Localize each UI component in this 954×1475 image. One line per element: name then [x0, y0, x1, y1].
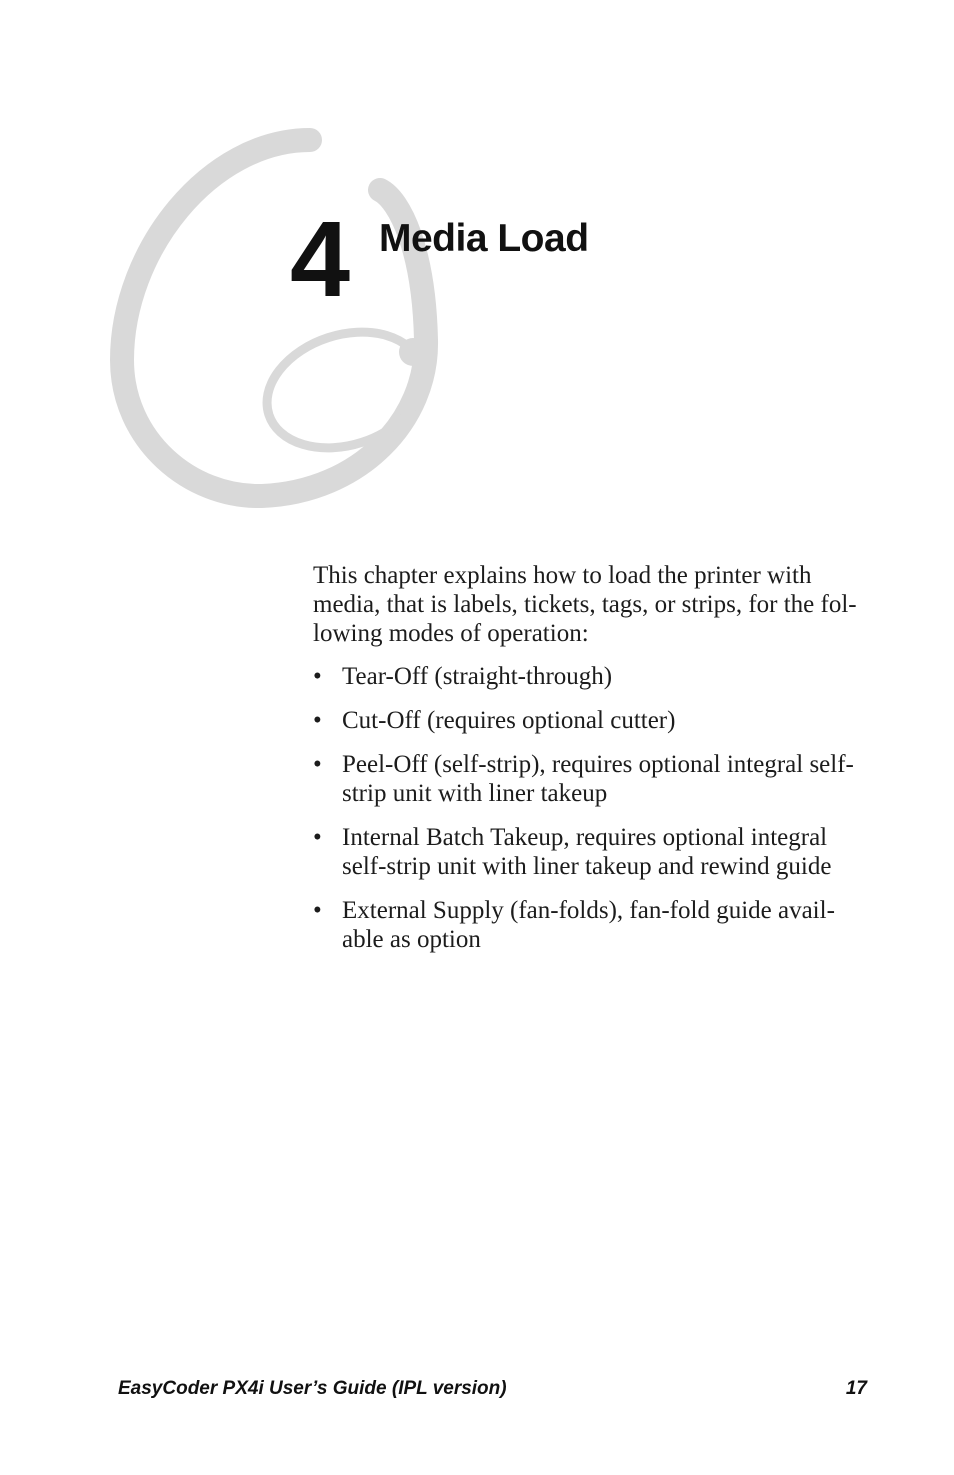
list-item-line: Tear-Off (straight-through) [342, 663, 613, 690]
list-item [313, 662, 873, 691]
bullet-icon: • [313, 824, 322, 851]
footer-page-number: 17 [845, 1378, 867, 1399]
footer-guide-title: EasyCoder PX4i User’s Guide (IPL version) [118, 1378, 507, 1399]
chapter-body [313, 561, 873, 969]
bullet-icon: • [313, 897, 322, 924]
intro-line: lowing modes of operation: [313, 620, 589, 647]
chapter-number: 4 [290, 198, 349, 319]
list-item [313, 823, 873, 881]
intro-paragraph [313, 561, 873, 648]
list-item-line: self-strip unit with liner takeup and rewind guide [342, 853, 832, 880]
chapter-title: Media Load [379, 217, 589, 260]
bullet-icon: • [313, 663, 322, 690]
list-item-line: Peel-Off (self-strip), requires optional integral self- [342, 751, 854, 778]
swirl-outer-arc [122, 140, 426, 496]
swirl-dot [399, 338, 427, 366]
list-item [313, 706, 873, 735]
list-item [313, 750, 873, 808]
intro-line: This chapter explains how to load the printer with [313, 562, 812, 589]
list-item-line: Cut-Off (requires optional cutter) [342, 707, 676, 734]
intro-line: media, that is labels, tickets, tags, or strips, for the fol- [313, 591, 857, 618]
bullet-icon: • [313, 751, 322, 778]
list-item-line: strip unit with liner takeup [342, 780, 608, 807]
operation-modes-list [313, 662, 873, 954]
list-item-line: Internal Batch Takeup, requires optional integral [342, 824, 828, 851]
list-item-line: External Supply (fan-folds), fan-fold guide avail- [342, 897, 835, 924]
list-item-line: able as option [342, 926, 481, 953]
bullet-icon: • [313, 707, 322, 734]
list-item [313, 896, 873, 954]
